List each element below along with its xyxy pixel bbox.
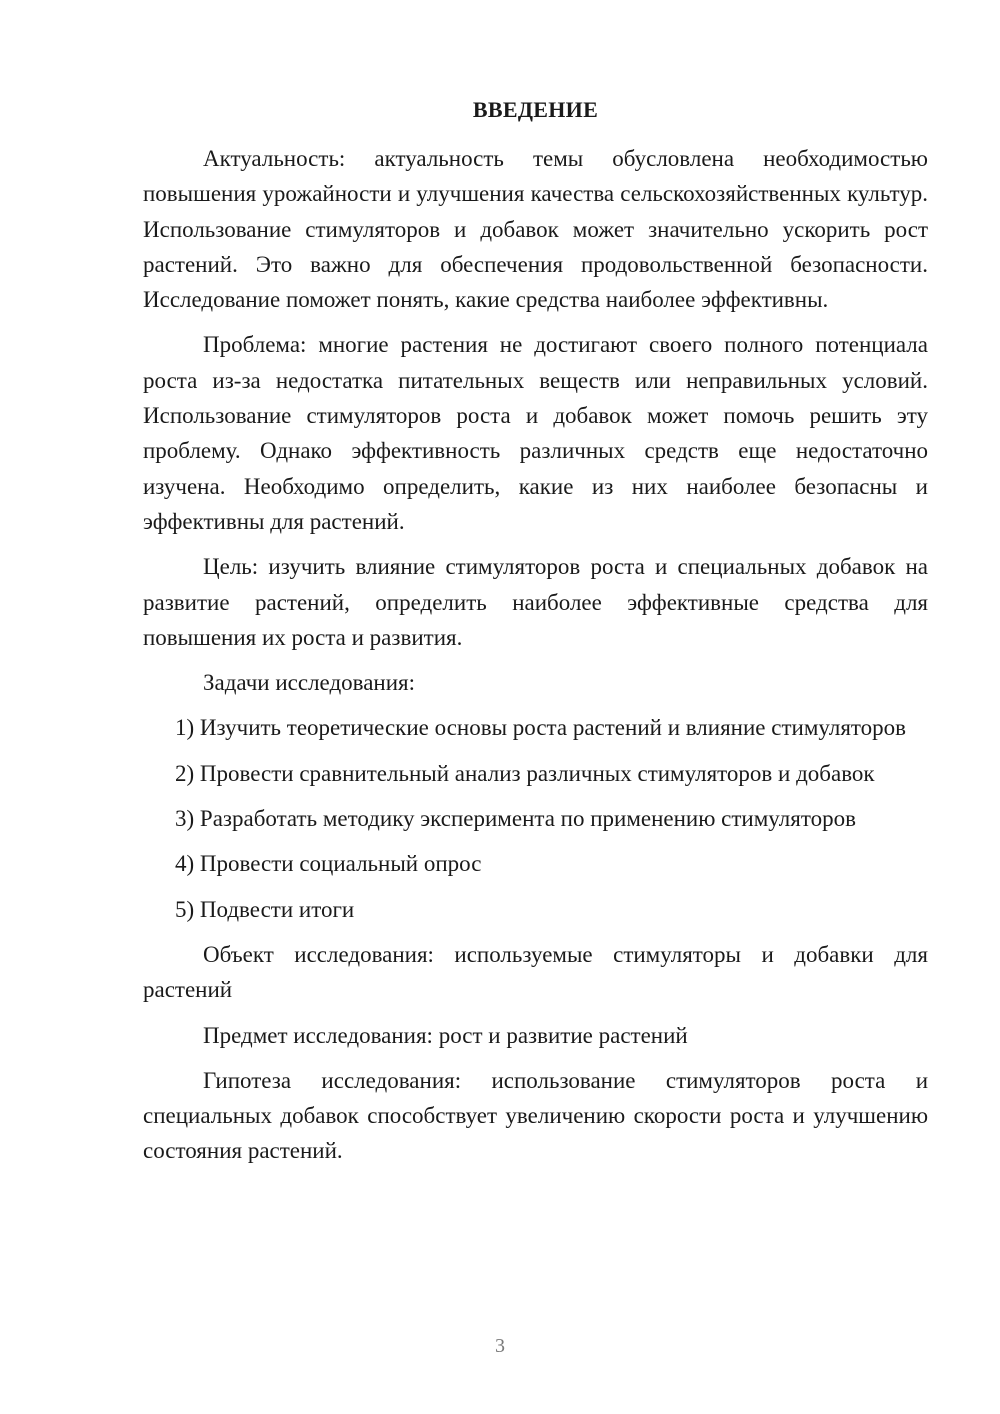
document-body [143,92,928,1169]
tasks-heading: Задачи исследования: [203,670,416,696]
hypothesis-paragraph: Гипотеза исследования: использование стимуляторов роста и специальных добавок способствует увеличению скорости роста и улучшению состояния растений. [143,1067,928,1164]
task-item-1: 1) Изучить теоретические основы роста растений и влияние стимуляторов [175,715,907,741]
goal-paragraph: Цель: изучить влияние стимуляторов роста и специальных добавок на развитие растений, определить наиболее эффективные средства для повышения их роста и развития. [143,554,928,650]
task-item-2: 2) Провести сравнительный анализ различных стимуляторов и добавок [175,760,875,786]
task-item-4: 4) Провести социальный опрос [175,851,482,877]
task-item-3: 3) Разработать методику эксперимента по применению стимуляторов [175,806,856,832]
page-number: 3 [495,1335,505,1357]
problem-paragraph: Проблема: многие растения не достигают своего полного потенциала роста из-за недостатка питательных веществ или неправильных условий. Использование стимуляторов роста и добавок может помочь решить эту проблему. Однако эффективность различных средств еще недостаточно изучена. Необходимо определить, какие из них наиболее безопасны и эффективны для растений. [143,332,928,534]
relevance-paragraph: Актуальность: актуальность темы обусловлена необходимостью повышения урожайности и улучшения качества сельскохозяйственных культур. Использование стимуляторов и добавок может значительно ускорить рост растений. Это важно для обеспечения продовольственной безопасности. Исследование поможет понять, какие средства наиболее эффективны. [143,146,928,313]
object-paragraph: Объект исследования: используемые стимуляторы и добавки для растений [143,941,928,1003]
section-title: ВВЕДЕНИЕ [472,97,599,122]
task-item-5: 5) Подвести итоги [175,896,355,922]
subject-paragraph: Предмет исследования: рост и развитие растений [203,1022,688,1048]
